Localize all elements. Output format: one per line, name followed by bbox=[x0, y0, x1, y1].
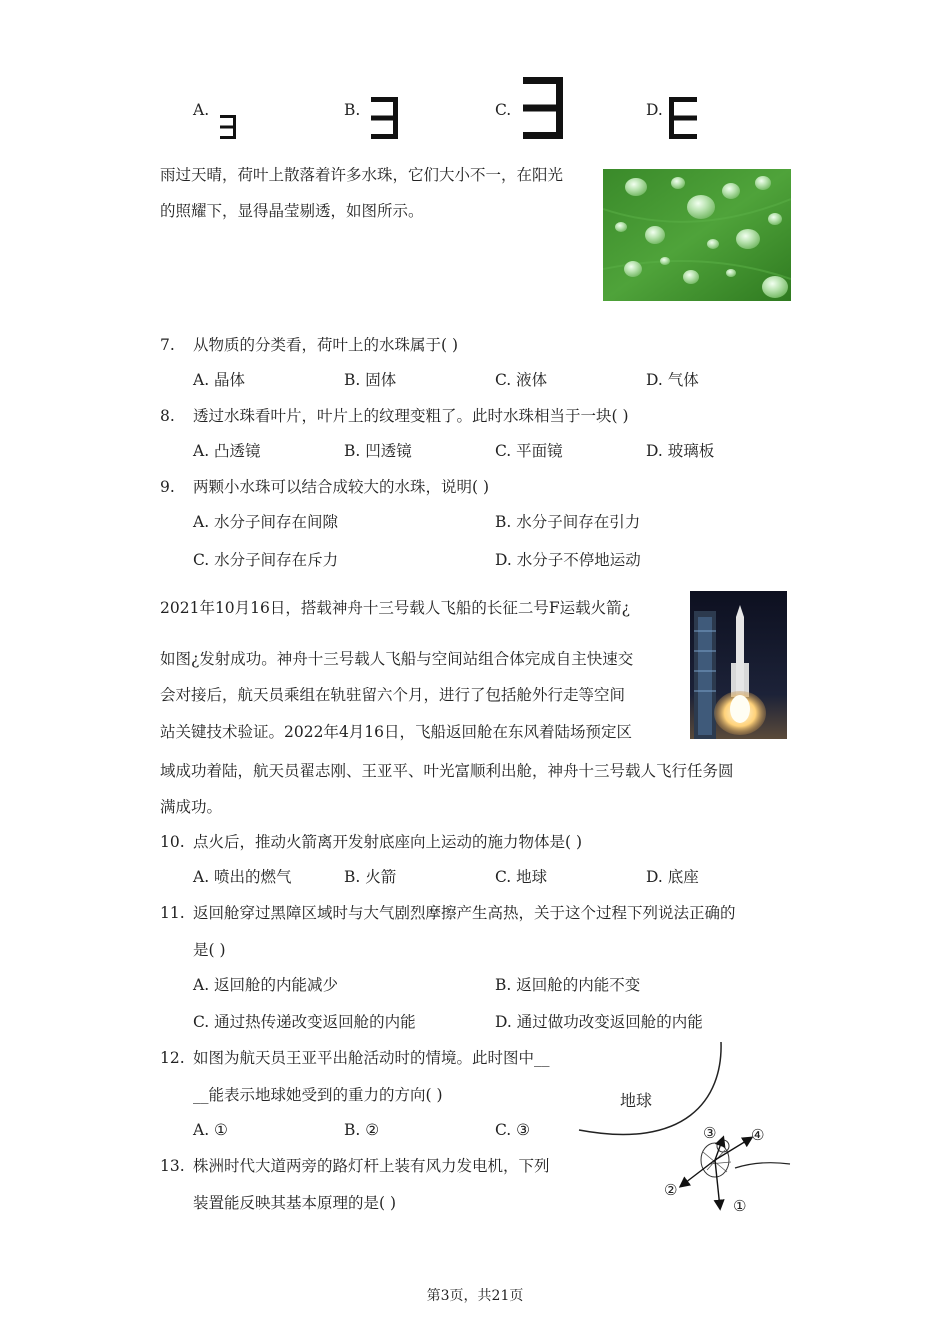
earth-gravity-figure bbox=[575, 1040, 795, 1220]
e-chart-small bbox=[218, 115, 238, 139]
q8-option-b[interactable]: B. 凹透镜 bbox=[344, 442, 412, 460]
rocket-launch-image bbox=[690, 591, 787, 739]
q8-option-c[interactable]: C. 平面镜 bbox=[495, 442, 563, 460]
q9-number: 9. bbox=[160, 478, 175, 496]
q13-stem-line2: 装置能反映其基本原理的是( ) bbox=[193, 1194, 397, 1212]
q13-stem-line1: 株洲时代大道两旁的路灯杆上装有风力发电机，下列 bbox=[193, 1157, 550, 1175]
option-d-label: D. bbox=[646, 101, 663, 119]
q10-stem: 点火后，推动火箭离开发射底座向上运动的施力物体是( ) bbox=[193, 833, 583, 851]
q9-option-a[interactable]: A. 水分子间存在间隙 bbox=[193, 513, 339, 531]
q10-number: 10. bbox=[160, 833, 185, 851]
q9-option-d[interactable]: D. 水分子不停地运动 bbox=[495, 551, 641, 569]
q12-option-a[interactable]: A. ① bbox=[193, 1121, 228, 1139]
q8-number: 8. bbox=[160, 407, 175, 425]
q7-number: 7. bbox=[160, 336, 175, 354]
q11-stem-line2: 是( ) bbox=[193, 941, 226, 959]
page-number-footer: 第3页，共21页 bbox=[426, 1288, 524, 1304]
q7-option-c[interactable]: C. 液体 bbox=[495, 371, 548, 389]
arrow-label-2: ② bbox=[664, 1181, 678, 1199]
q12-option-c[interactable]: C. ③ bbox=[495, 1121, 531, 1139]
q11-number: 11. bbox=[160, 904, 185, 922]
q12-number: 12. bbox=[160, 1049, 185, 1067]
passage1-line2: 的照耀下，显得晶莹剔透，如图所示。 bbox=[160, 202, 424, 220]
q9-option-b[interactable]: B. 水分子间存在引力 bbox=[495, 513, 641, 531]
q8-option-a[interactable]: A. 凸透镜 bbox=[193, 442, 261, 460]
q12-stem-line1: 如图为航天员王亚平出舱活动时的情境。此时图中__ bbox=[193, 1049, 550, 1067]
lotus-leaf-droplets-image bbox=[603, 169, 791, 301]
arrow-label-3: ③ bbox=[703, 1124, 717, 1142]
q11-stem-line1: 返回舱穿过黑障区域时与大气剧烈摩擦产生高热，关于这个过程下列说法正确的 bbox=[193, 904, 736, 922]
q11-option-b[interactable]: B. 返回舱的内能不变 bbox=[495, 976, 641, 994]
e-chart-large bbox=[521, 77, 563, 139]
earth-label: 地球 bbox=[620, 1091, 653, 1110]
passage2-line4: 站关键技术验证。2022年4月16日，飞船返回舱在东风着陆场预定区 bbox=[160, 723, 633, 741]
q13-number: 13. bbox=[160, 1157, 185, 1175]
q11-option-a[interactable]: A. 返回舱的内能减少 bbox=[193, 976, 339, 994]
q9-option-c[interactable]: C. 水分子间存在斥力 bbox=[193, 551, 339, 569]
q12-stem-line2: __能表示地球她受到的重力的方向( ) bbox=[193, 1086, 443, 1104]
passage2-line5: 域成功着陆，航天员翟志刚、王亚平、叶光富顺利出舱，神舟十三号载人飞行任务圆 bbox=[160, 762, 734, 780]
arrow-label-1: ① bbox=[733, 1197, 747, 1215]
passage2-line2: 如图¿发射成功。神舟十三号载人飞船与空间站组合体完成自主快速交 bbox=[160, 650, 634, 668]
q7-stem: 从物质的分类看，荷叶上的水珠属于( ) bbox=[193, 336, 459, 354]
arrow-label-4: ④ bbox=[751, 1126, 765, 1144]
e-chart-facing-right bbox=[669, 97, 699, 139]
q7-option-b[interactable]: B. 固体 bbox=[344, 371, 397, 389]
q8-option-d[interactable]: D. 玻璃板 bbox=[646, 442, 715, 460]
option-b-label: B. bbox=[344, 101, 361, 119]
q9-stem: 两颗小水珠可以结合成较大的水珠，说明( ) bbox=[193, 478, 490, 496]
q7-option-d[interactable]: D. 气体 bbox=[646, 371, 699, 389]
q11-option-d[interactable]: D. 通过做功改变返回舱的内能 bbox=[495, 1013, 703, 1031]
q11-option-c[interactable]: C. 通过热传递改变返回舱的内能 bbox=[193, 1013, 416, 1031]
passage2-line6: 满成功。 bbox=[160, 798, 223, 816]
q10-option-c[interactable]: C. 地球 bbox=[495, 868, 548, 886]
passage2-line1: 2021年10月16日，搭载神舟十三号载人飞船的长征二号F运载火箭¿ bbox=[160, 599, 630, 617]
option-c-label: C. bbox=[495, 101, 512, 119]
e-chart-medium bbox=[369, 97, 399, 139]
passage1-line1: 雨过天晴，荷叶上散落着许多水珠，它们大小不一，在阳光 bbox=[160, 166, 564, 184]
option-a-label: A. bbox=[193, 101, 210, 119]
q12-option-b[interactable]: B. ② bbox=[344, 1121, 380, 1139]
passage2-line3: 会对接后，航天员乘组在轨驻留六个月，进行了包括舱外行走等空间 bbox=[160, 686, 626, 704]
q8-stem: 透过水珠看叶片，叶片上的纹理变粗了。此时水珠相当于一块( ) bbox=[193, 407, 629, 425]
q7-option-a[interactable]: A. 晶体 bbox=[193, 371, 246, 389]
q10-option-d[interactable]: D. 底座 bbox=[646, 868, 699, 886]
q10-option-a[interactable]: A. 喷出的燃气 bbox=[193, 868, 292, 886]
q10-option-b[interactable]: B. 火箭 bbox=[344, 868, 397, 886]
